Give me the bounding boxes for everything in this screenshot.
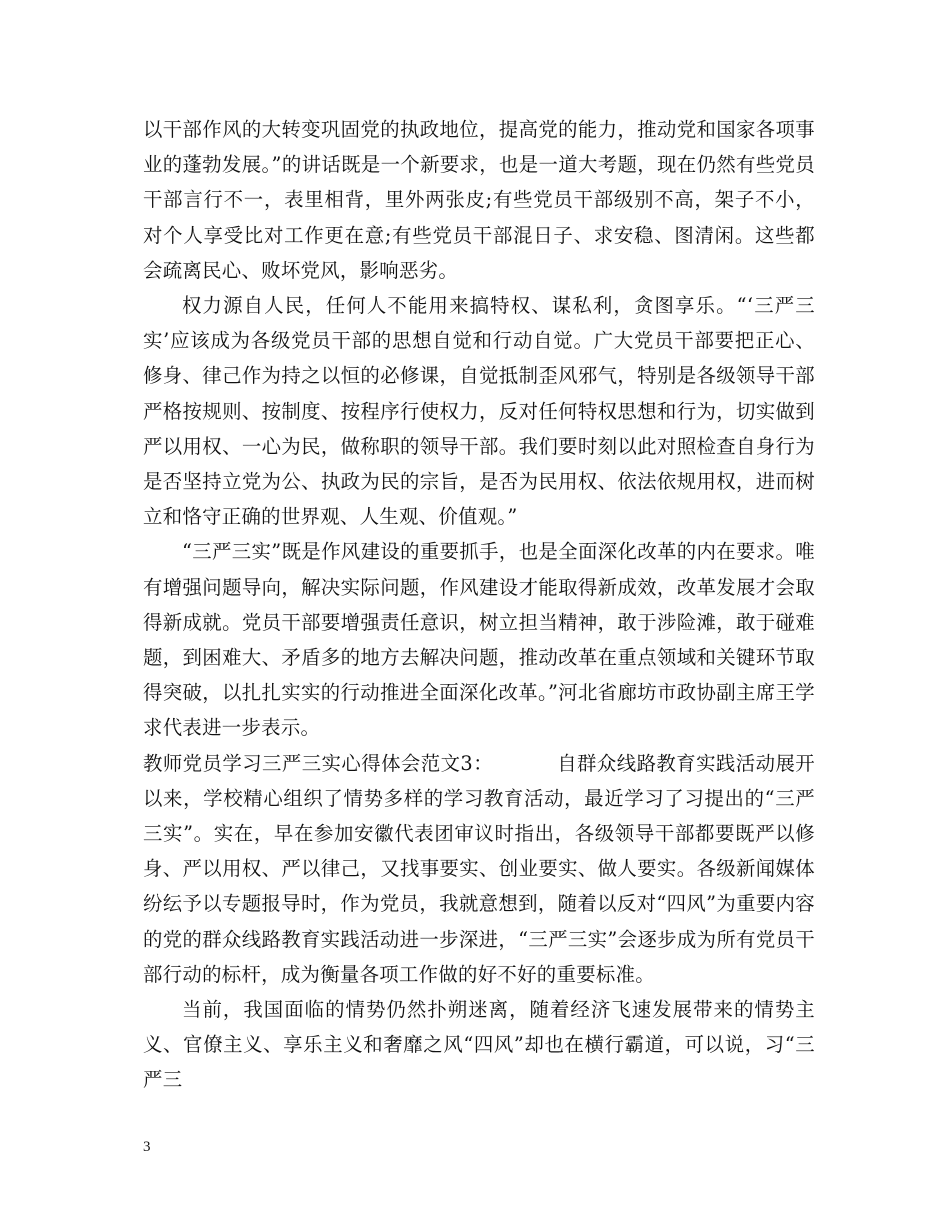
page-number: 3: [143, 1139, 151, 1155]
paragraph-continuation: 以干部作风的大转变巩固党的执政地位，提高党的能力，推动党和国家各项事业的蓬勃发展。”的讲话既是一个新要求，也是一道大考题，现在仍然有些党员干部言行不一，表里相背，里外两张皮;有些党员干部级别不高，架子不小，对个人享受比对工作更在意;有些党员干部混日子、求安稳、图清闲。这些都会疏离民心、败坏党风，影响恶劣。: [143, 118, 815, 282]
paragraph-style-building: “三严三实”既是作风建设的重要抓手，也是全面深化改革的内在要求。唯有增强问题导向，解决实际问题，作风建设才能取得新成效，改革发展才会取得新成就。党员干部要增强责任意识，树立担当精神，敢于涉险滩，敢于碰难题，到困难大、矛盾多的地方去解决问题，推动改革在重点领域和关键环节取得突破，以扎扎实实的行动推进全面深化改革。”河北省廊坊市政协副主席王学求代表进一步表示。: [143, 540, 815, 740]
paragraph-power-source: 权力源自人民，任何人不能用来搞特权、谋私利，贪图享乐。“‘三严三实’应该成为各级党员干部的思想自觉和行动自觉。广大党员干部要把正心、修身、律己作为持之以恒的必修课，自觉抵制歪风邪气，特别是各级领导干部严格按规则、按制度、按程序行使权力，反对任何特权思想和行为，切实做到严以用权、一心为民，做称职的领导干部。我们要时刻以此对照检查自身行为是否坚持立党为公、执政为民的宗旨，是否为民用权、依法依规用权，进而树立和恪守正确的世界观、人生观、价值观。”: [143, 294, 815, 529]
section-paragraph: [143, 746, 815, 992]
section-heading: 教师党员学习三严三实心得体会范文3：: [143, 751, 494, 775]
document-body: [143, 112, 815, 1098]
paragraph-current-situation: 当前，我国面临的情势仍然扑朔迷离，随着经济飞速发展带来的情势主义、官僚主义、享乐主义和奢靡之风“四风”却也在横行霸道，可以说，习“三严三: [143, 998, 815, 1092]
section-paragraph-text: 自群众线路教育实践活动展开以来，学校精心组织了情势多样的学习教育活动，最近学习了习提出的“三严三实”。实在，早在参加安徽代表团审议时指出，各级领导干部都要既严以修身、严以用权、严以律己，又找事要实、创业要实、做人要实。各级新闻媒体纷纭予以专题报导时，作为党员，我就意想到，随着以反对“四风”为重要内容的党的群众线路教育实践活动进一步深进，“三严三实”会逐步成为所有党员干部行动的标杆，成为衡量各项工作做的好不好的重要标准。: [143, 751, 815, 986]
